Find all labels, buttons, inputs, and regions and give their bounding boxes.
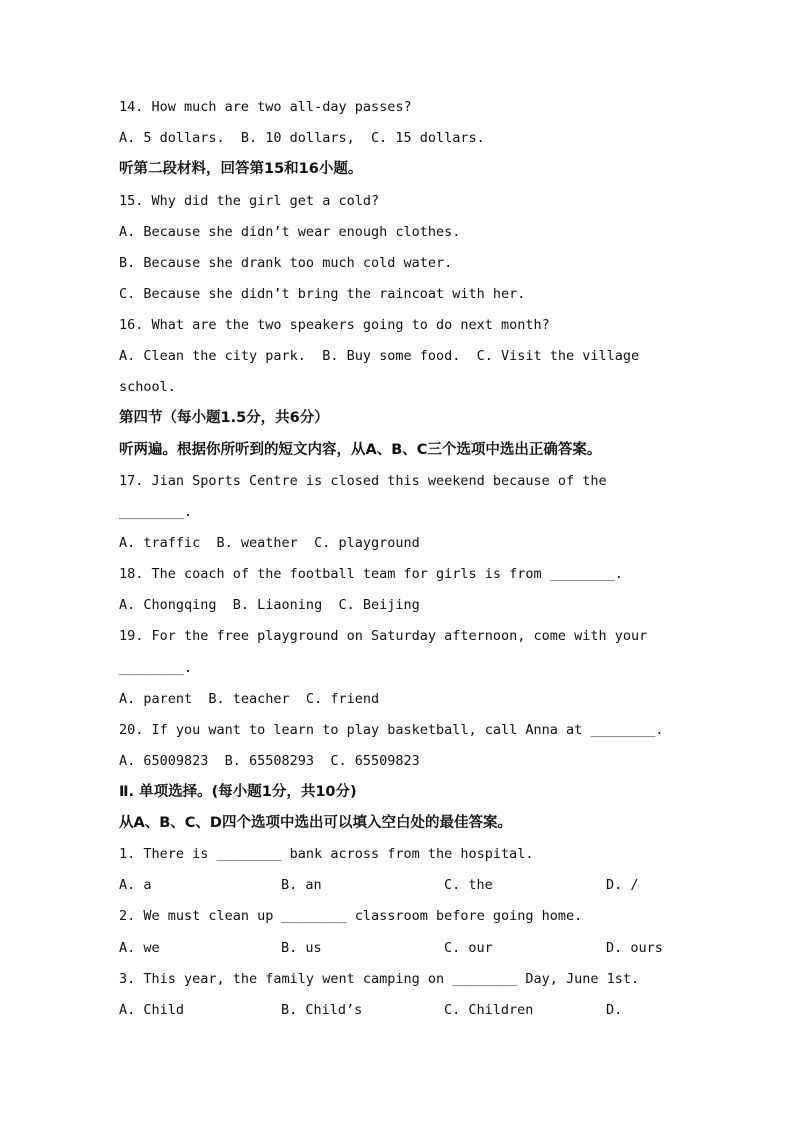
question-17-blank: ________. xyxy=(119,504,193,520)
mc-question-2-option-a: A. we xyxy=(119,940,160,956)
part-2-heading: Ⅱ. 单项选择。(每小题1分，共10分) xyxy=(119,784,357,800)
question-18-options: A. Chongqing B. Liaoning C. Beijing xyxy=(119,597,420,613)
mc-question-1: 1. There is ________ bank across from the hospital. xyxy=(119,846,534,862)
question-18: 18. The coach of the football team for girls is from ________. xyxy=(119,566,623,582)
mc-question-1-option-b: B. an xyxy=(281,877,322,893)
mc-question-2: 2. We must clean up ________ classroom before going home. xyxy=(119,908,583,924)
question-17: 17. Jian Sports Centre is closed this weekend because of the xyxy=(119,473,607,489)
mc-question-1-option-c: C. the xyxy=(444,877,493,893)
section-instruction-2: 听第二段材料，回答第15和16小题。 xyxy=(119,161,363,177)
question-17-options: A. traffic B. weather C. playground xyxy=(119,535,420,551)
mc-question-1-option-d: D. / xyxy=(606,877,639,893)
question-15-option-a: A. Because she didn’t wear enough clothes. xyxy=(119,224,461,240)
mc-question-2-option-d: D. ours xyxy=(606,940,663,956)
question-19-options: A. parent B. teacher C. friend xyxy=(119,691,380,707)
section-4-instruction: 听两遍。根据你所听到的短文内容，从A、B、C三个选项中选出正确答案。 xyxy=(119,442,602,458)
question-14: 14. How much are two all-day passes? xyxy=(119,99,412,115)
question-16-options-cont: school. xyxy=(119,379,176,395)
section-4-heading: 第四节（每小题1.5分，共6分） xyxy=(119,410,329,426)
question-16-options: A. Clean the city park. B. Buy some food. C. Visit the village xyxy=(119,348,640,364)
question-16: 16. What are the two speakers going to do next month? xyxy=(119,317,550,333)
question-15-option-c: C. Because she didn’t bring the raincoat with her. xyxy=(119,286,526,302)
question-19: 19. For the free playground on Saturday afternoon, come with your xyxy=(119,628,648,644)
mc-question-3-option-a: A. Child xyxy=(119,1002,185,1018)
question-20-options: A. 65009823 B. 65508293 C. 65509823 xyxy=(119,753,420,769)
mc-question-2-option-c: C. our xyxy=(444,940,493,956)
mc-question-3-option-c: C. Children xyxy=(444,1002,534,1018)
mc-question-3-option-b: B. Child’s xyxy=(281,1002,363,1018)
question-20: 20. If you want to learn to play basketball, call Anna at ________. xyxy=(119,722,664,738)
part-2-instruction: 从A、B、C、D四个选项中选出可以填入空白处的最佳答案。 xyxy=(119,815,512,831)
mc-question-3: 3. This year, the family went camping on ________ Day, June 1st. xyxy=(119,971,640,987)
question-19-blank: ________. xyxy=(119,660,193,676)
mc-question-3-option-d: D. xyxy=(606,1002,623,1018)
question-14-options: A. 5 dollars. B. 10 dollars, C. 15 dollars. xyxy=(119,130,485,146)
question-15: 15. Why did the girl get a cold? xyxy=(119,193,380,209)
question-15-option-b: B. Because she drank too much cold water. xyxy=(119,255,453,271)
mc-question-2-option-b: B. us xyxy=(281,940,322,956)
mc-question-1-option-a: A. a xyxy=(119,877,152,893)
